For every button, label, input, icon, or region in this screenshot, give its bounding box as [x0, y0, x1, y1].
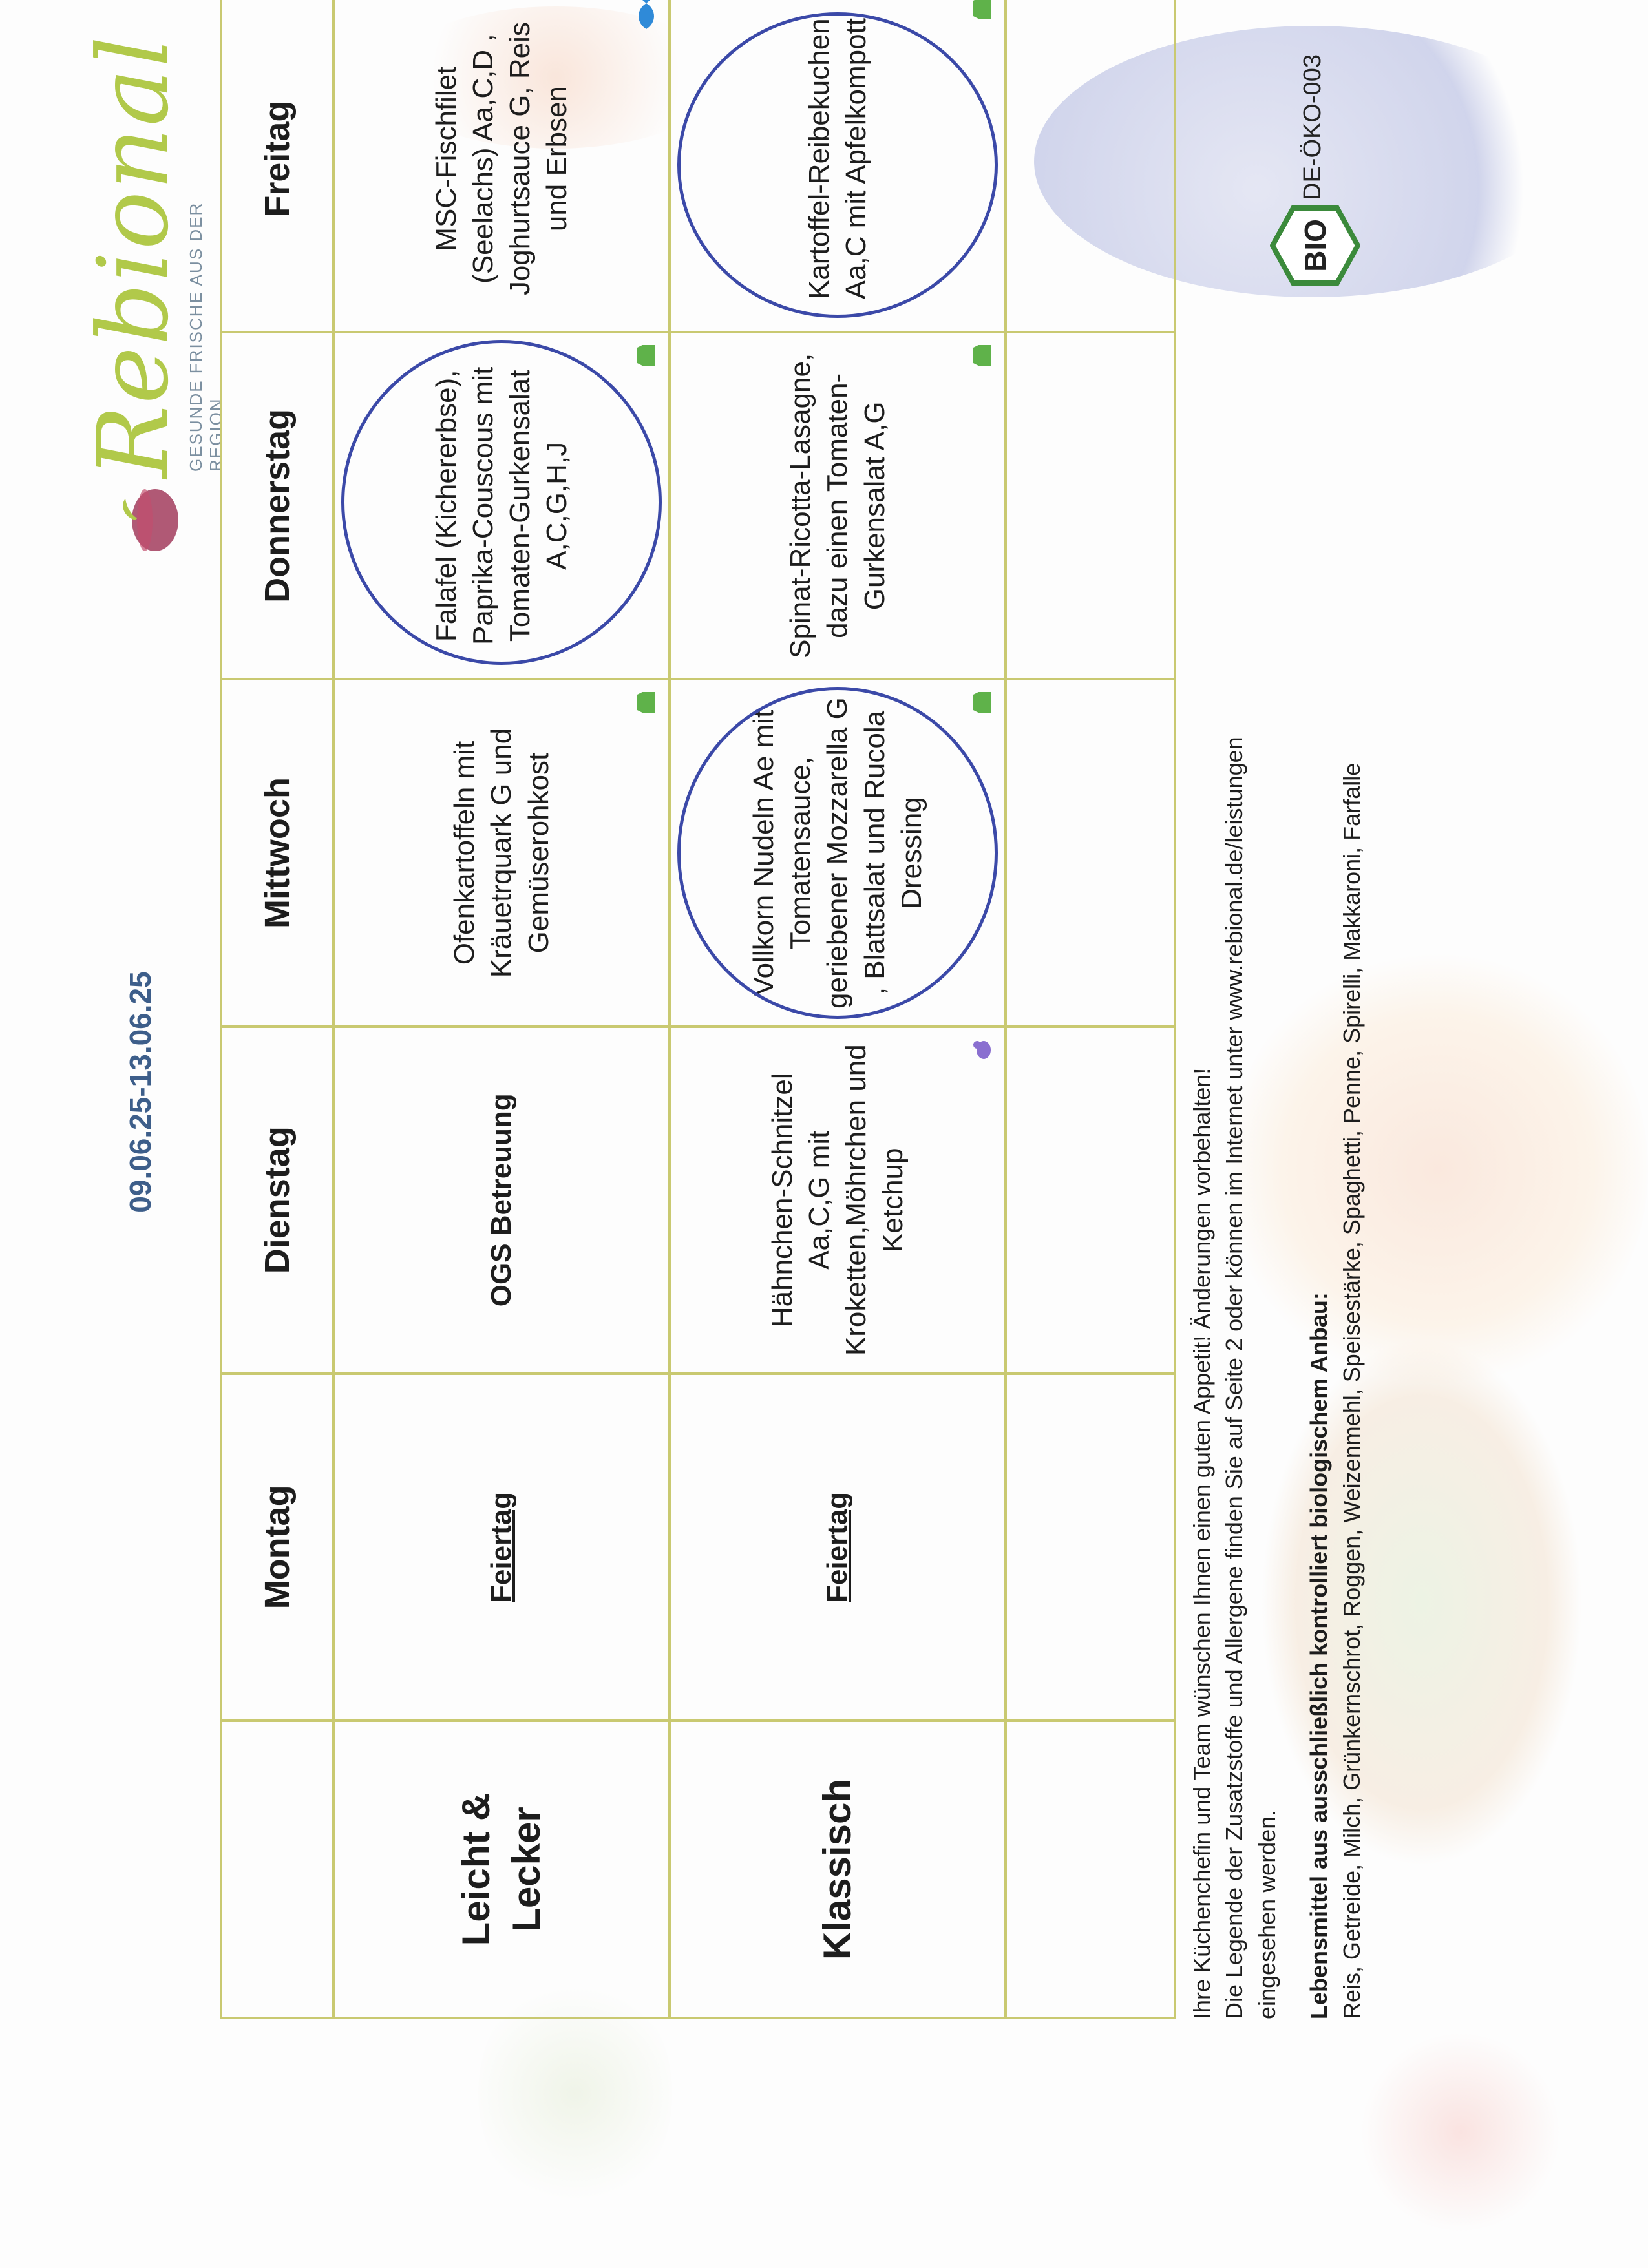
fish-icon [633, 0, 659, 32]
footer-line: Die Legende der Zusatzstoffe und Allergene finden Sie auf Seite 2 oder können im Internet unter www.rebional.de/leistungen [1221, 737, 1248, 2019]
certification-code: DE-ÖKO-003 [1299, 54, 1326, 200]
dish-text: MSC-Fischfilet (Seelachs) Aa,C,D , Joghurtsauce G, Reis und Erbsen [430, 22, 573, 296]
brand-name: Rebional [78, 34, 190, 478]
bio-list: Reis, Getreide, Milch, Grünkernschrot, Roggen, Weizenmehl, Speisestärke, Spaghetti, Penne, Spirelli, Makkaroni, Farfalle [1338, 762, 1365, 2019]
day-header-monday: Montag [221, 1374, 333, 1721]
menu-cell [1006, 332, 1175, 679]
vegetarian-icon [969, 0, 995, 21]
vegetarian-icon [969, 689, 995, 715]
menu-cell [1006, 1374, 1175, 1721]
corner-cell [221, 1721, 333, 2018]
menu-cell [1006, 0, 1175, 332]
menu-cell [670, 679, 1006, 1026]
row-label-empty [1006, 1721, 1175, 2018]
menu-cell [333, 679, 670, 1026]
menu-cell [670, 1027, 1006, 1374]
pot-logo-icon [116, 485, 187, 556]
menu-cell [333, 332, 670, 679]
menu-cell: Feiertag [670, 1374, 1006, 1721]
dish-text: Hähnchen-Schnitzel Aa,C,G mit Kroketten,Möhrchen und Ketchup [766, 1044, 909, 1356]
table-row [1006, 0, 1175, 2018]
poultry-icon [969, 1037, 995, 1063]
day-header-thursday: Donnerstag [221, 332, 333, 679]
row-label-line: Klassisch [816, 1778, 859, 1960]
footer-line: eingesehen werden. [1253, 1809, 1280, 2019]
circled-selection-mark [677, 12, 998, 318]
brand-logo [39, 34, 226, 556]
row-label-leicht-lecker [333, 1721, 670, 2018]
table-row [333, 0, 670, 2018]
dish-text: Vollkorn Nudeln Ae mit Tomatensauce, geriebener Mozzarella G , Blattsalat und Rucola Dressing [748, 697, 927, 1009]
dish-text: Spinat-Ricotta-Lasagne, dazu einen Tomaten-Gurkensalat A,G [785, 353, 891, 658]
day-header-wednesday: Mittwoch [221, 679, 333, 1026]
menu-cell [1006, 679, 1175, 1026]
menu-cell: OGS Betreuung [333, 1027, 670, 1374]
vegetarian-icon [969, 342, 995, 368]
dish-text: Falafel (Kichererbse), Paprika-Couscous mit Tomaten-Gurkensalat A,C,G,H,J [430, 366, 573, 646]
row-label-line: Leicht & [454, 1792, 498, 1946]
header-row [221, 0, 333, 2018]
footer-notes [1186, 16, 1368, 2019]
footer-line: Ihre Küchenchefin und Team wünschen Ihnen einen guten Appetit! Änderungen vorbehalten! [1188, 1067, 1215, 2019]
brand-tagline: GESUNDE FRISCHE AUS DER REGION [186, 202, 226, 472]
menu-cell [333, 0, 670, 332]
bio-seal-icon [1270, 200, 1360, 291]
menu-cell [670, 332, 1006, 679]
radish-decoration [1357, 2029, 1564, 2236]
row-label-klassisch [670, 1721, 1006, 2018]
menu-cell [1006, 1027, 1175, 1374]
vegetarian-icon [633, 342, 659, 368]
day-header-tuesday: Dienstag [221, 1027, 333, 1374]
table-row [670, 0, 1006, 2018]
dish-text: Kartoffel-Reibekuchen Aa,C mit Apfelkompott [803, 17, 872, 300]
menu-cell [670, 0, 1006, 332]
menu-cell: Feiertag [333, 1374, 670, 1721]
vegetarian-icon [633, 689, 659, 715]
bio-badge-text: BIO [1298, 219, 1332, 272]
day-header-friday: Freitag [221, 0, 333, 332]
date-range: 09.06.25-13.06.25 [123, 971, 157, 1213]
weekly-menu-table [220, 0, 1176, 2019]
dish-text: Ofenkartoffeln mit Kräuetrquark G und Gemüserohkost [449, 728, 555, 978]
bio-heading: Lebensmittel aus ausschließlich kontrolliert biologischem Anbau: [1305, 1292, 1333, 2019]
circled-selection-mark [341, 340, 662, 665]
row-label-line: Lecker [505, 1807, 548, 1932]
